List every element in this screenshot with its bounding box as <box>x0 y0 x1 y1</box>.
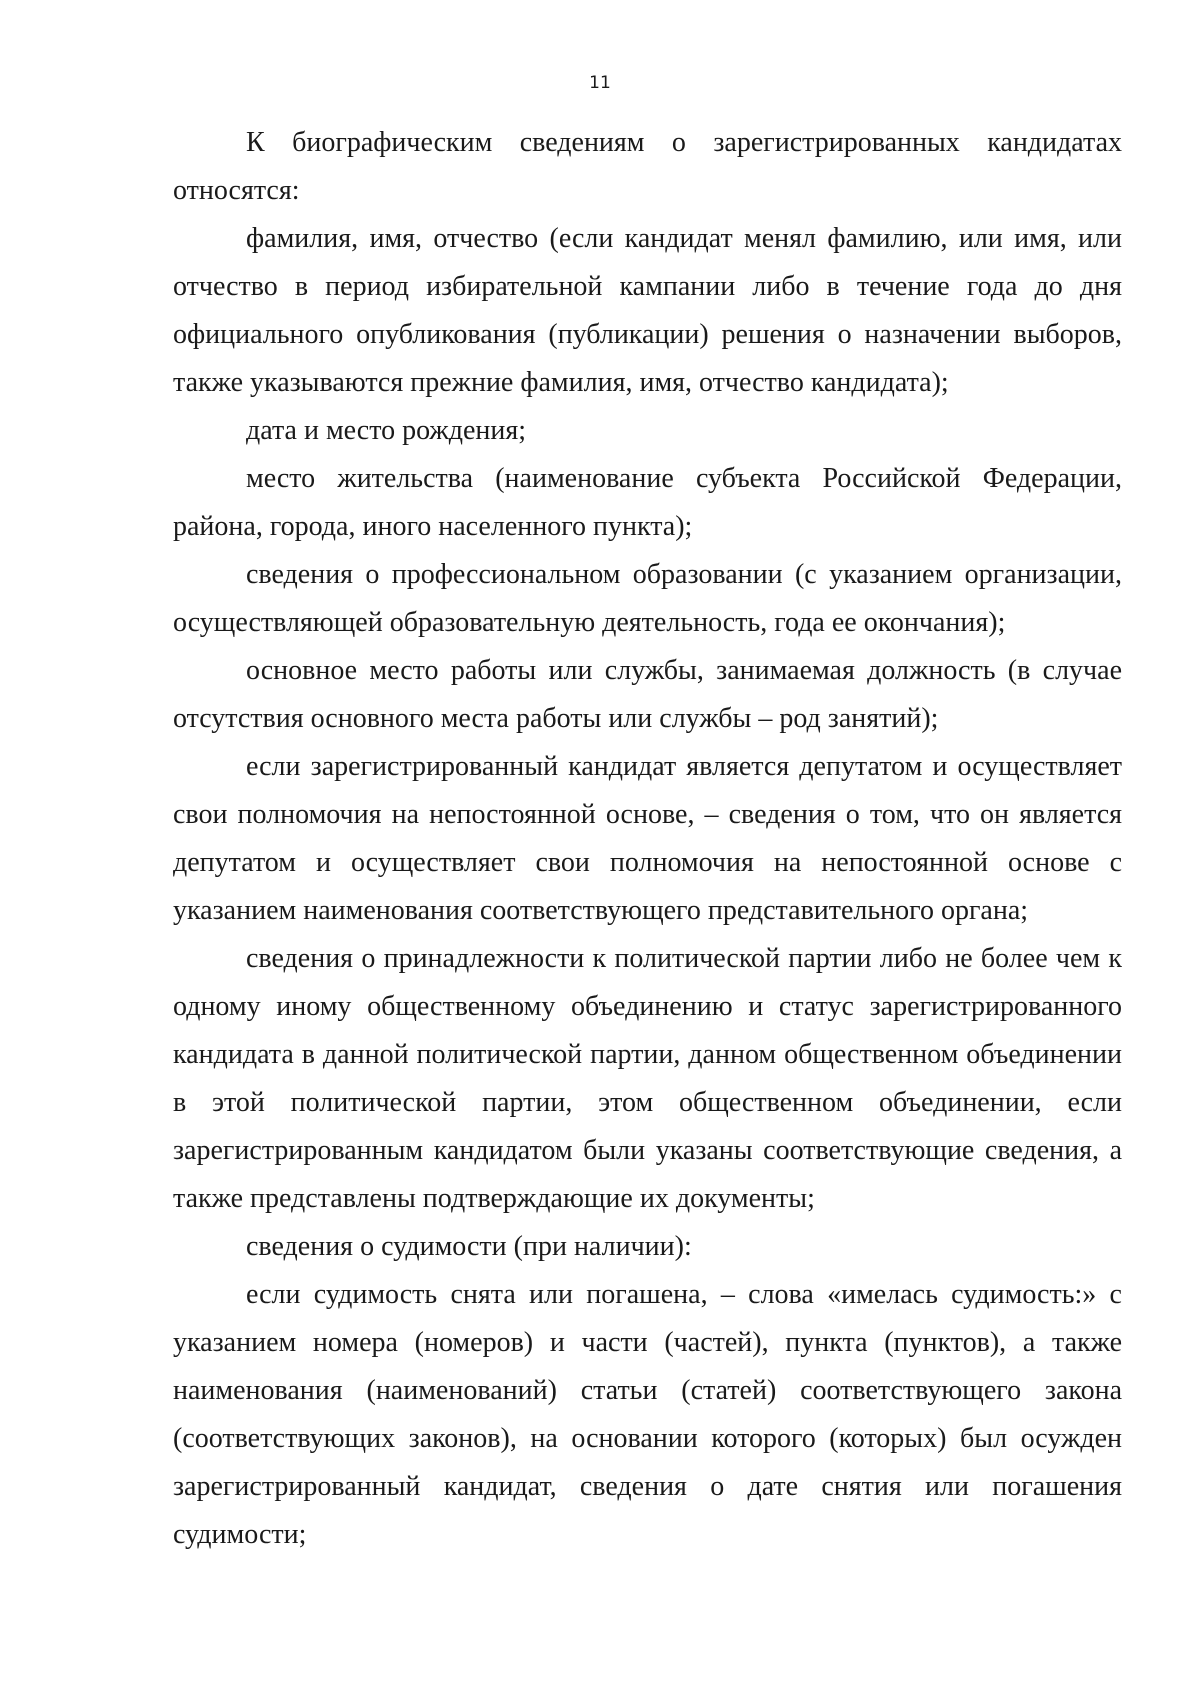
paragraph-criminal-record: сведения о судимости (при наличии): <box>246 1231 692 1262</box>
paragraph-full-name: фамилия, имя, отчество (если кандидат менял фамилию, или имя, или отчество в период избирательной кампании либо в течение года до дня официального опубликования (публикации) решения о назначении выборов, также указываются прежние фамилия, имя, отчество кандидата); <box>173 223 1122 398</box>
paragraph-record-removed: если судимость снята или погашена, – слова «имелась судимость:» с указанием номера (номеров) и части (частей), пункта (пунктов), а также наименования (наименований) статьи (статей) соответствующего закона (соответствующих законов), на основании которого (которых) был осужден зарегистрированный кандидат, сведения о дате снятия или погашения судимости; <box>173 1279 1122 1550</box>
paragraph-intro: К биографическим сведениям о зарегистрированных кандидатах относятся: <box>173 127 1122 206</box>
paragraph-residence: место жительства (наименование субъекта Российской Федерации, района, города, иного населенного пункта); <box>173 463 1122 542</box>
paragraph-deputy: если зарегистрированный кандидат является депутатом и осуществляет свои полномочия на непостоянной основе, – сведения о том, что он является депутатом и осуществляет свои полномочия на непостоянной основе с указанием наименования соответствующего представительного органа; <box>173 751 1122 926</box>
document-body <box>173 119 1122 1559</box>
paragraph-education: сведения о профессиональном образовании (с указанием организации, осуществляющей образовательную деятельность, года ее окончания); <box>173 559 1122 638</box>
paragraph-party: сведения о принадлежности к политической партии либо не более чем к одному иному общественному объединению и статус зарегистрированного кандидата в данной политической партии, данном общественном объединении в этой политической партии, этом общественном объединении, если зарегистрированным кандидатом были указаны соответствующие сведения, а также представлены подтверждающие их документы; <box>173 943 1122 1214</box>
page-number: 11 <box>589 73 611 93</box>
paragraph-birth: дата и место рождения; <box>246 415 527 446</box>
paragraph-workplace: основное место работы или службы, занимаемая должность (в случае отсутствия основного места работы или службы – род занятий); <box>173 655 1122 734</box>
